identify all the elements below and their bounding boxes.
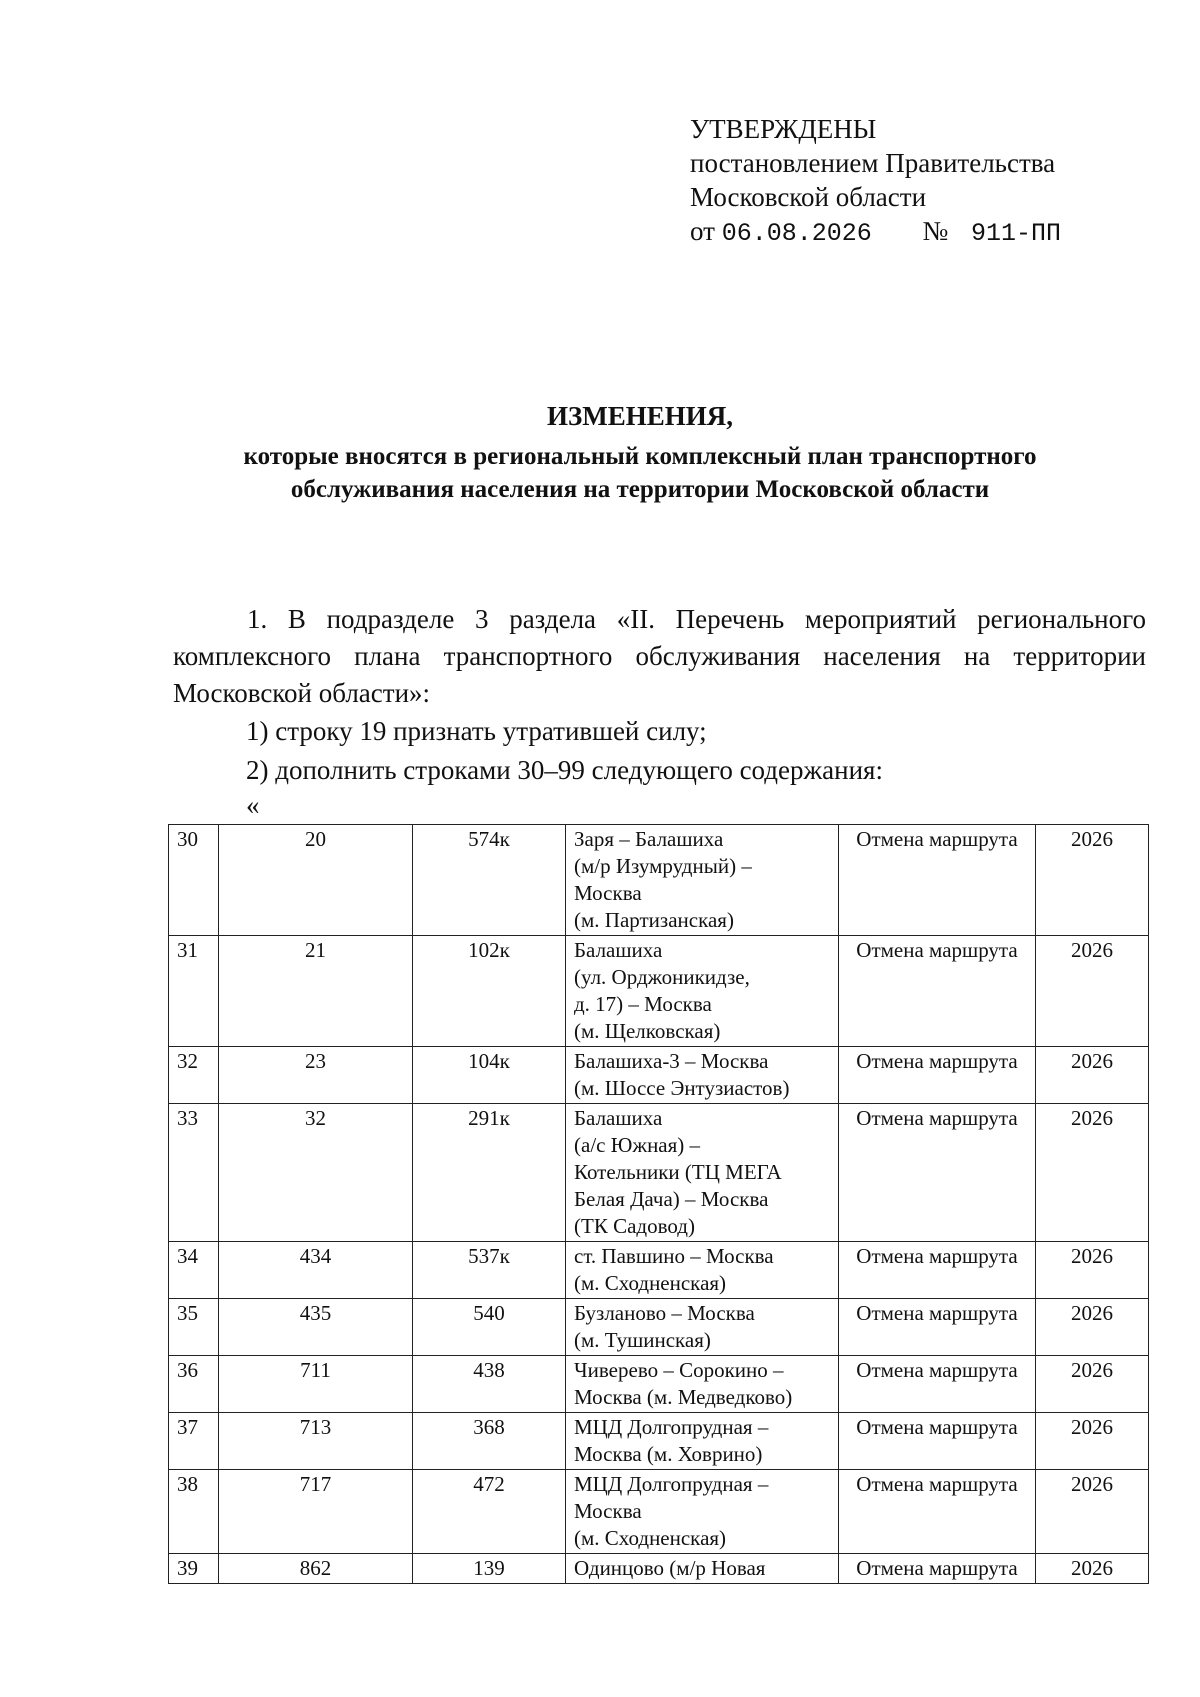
changes-table-body <box>169 825 1149 1584</box>
row-number: 38 <box>169 1470 219 1554</box>
action: Отмена маршрута <box>839 1104 1036 1242</box>
route-name-line: Балашиха <box>574 938 663 962</box>
route-name-line: Котельники (ТЦ МЕГА <box>574 1160 782 1184</box>
table-row <box>169 1356 1149 1413</box>
table-row <box>169 936 1149 1047</box>
year: 2026 <box>1036 1242 1149 1299</box>
route-number-new: 21 <box>219 936 413 1047</box>
changes-table <box>168 824 1149 1584</box>
year: 2026 <box>1036 825 1149 936</box>
subheading-line-1: которые вносятся в региональный комплексный план транспортного <box>243 443 1037 470</box>
route-name-line: Москва (м. Ховрино) <box>574 1442 763 1466</box>
route-name-line: Заря – Балашиха <box>574 827 724 851</box>
route-name <box>566 1104 839 1242</box>
route-number-new: 434 <box>219 1242 413 1299</box>
approval-date: 06.08.2026 <box>721 219 872 248</box>
table-row <box>169 1413 1149 1470</box>
route-name-line: Балашиха <box>574 1106 663 1130</box>
route-number-new: 23 <box>219 1047 413 1104</box>
document-subheading <box>170 440 1110 506</box>
route-number-new: 20 <box>219 825 413 936</box>
route-name-line: Москва <box>574 881 642 905</box>
route-number-old: 139 <box>413 1554 566 1584</box>
route-name-line: Белая Дача) – Москва <box>574 1187 769 1211</box>
row-number: 35 <box>169 1299 219 1356</box>
document-heading: ИЗМЕНЕНИЯ, <box>546 401 733 431</box>
route-name-line: ст. Павшино – Москва <box>574 1244 774 1268</box>
route-name <box>566 1299 839 1356</box>
action: Отмена маршрута <box>839 825 1036 936</box>
route-name-line: МЦД Долгопрудная – <box>574 1415 769 1439</box>
route-name-line: Чиверево – Сорокино – <box>574 1358 784 1382</box>
table-row <box>169 1299 1149 1356</box>
route-name <box>566 936 839 1047</box>
route-name-line: Бузланово – Москва <box>574 1301 755 1325</box>
action: Отмена маршрута <box>839 1554 1036 1584</box>
route-name-line: (ТК Садовод) <box>574 1214 695 1238</box>
table-row <box>169 1047 1149 1104</box>
route-number-old: 104к <box>413 1047 566 1104</box>
number-sign: № <box>922 216 949 246</box>
route-name-line: (м. Сходненская) <box>574 1271 727 1295</box>
table-row <box>169 1242 1149 1299</box>
table-row <box>169 825 1149 936</box>
year: 2026 <box>1036 1356 1149 1413</box>
route-name-line: (м. Сходненская) <box>574 1526 727 1550</box>
route-name-line: (м. Тушинская) <box>574 1328 711 1352</box>
row-number: 37 <box>169 1413 219 1470</box>
year: 2026 <box>1036 1104 1149 1242</box>
approval-line-3: Московской области <box>690 182 927 212</box>
row-number: 36 <box>169 1356 219 1413</box>
approval-line-2: постановлением Правительства <box>690 148 1056 178</box>
action: Отмена маршрута <box>839 936 1036 1047</box>
route-name-line: (м/р Изумрудный) – <box>574 854 752 878</box>
approval-block <box>690 112 1061 251</box>
year: 2026 <box>1036 1047 1149 1104</box>
action: Отмена маршрута <box>839 1242 1036 1299</box>
route-name-line: (м. Щелковская) <box>574 1019 721 1043</box>
route-number-new: 32 <box>219 1104 413 1242</box>
row-number: 30 <box>169 825 219 936</box>
route-name-line: МЦД Долгопрудная – <box>574 1472 769 1496</box>
year: 2026 <box>1036 1413 1149 1470</box>
route-name <box>566 1413 839 1470</box>
route-name-line: Одинцово (м/р Новая <box>574 1556 766 1580</box>
route-name <box>566 1470 839 1554</box>
paragraph-1: 1. В подразделе 3 раздела «II. Перечень мероприятий регионального комплексного плана транспортного обслуживания населения на территории Московской области»: <box>173 604 1146 708</box>
row-number: 33 <box>169 1104 219 1242</box>
route-name-line: (м. Партизанская) <box>574 908 734 932</box>
route-name <box>566 1242 839 1299</box>
action: Отмена маршрута <box>839 1356 1036 1413</box>
subheading-line-2: обслуживания населения на территории Московской области <box>290 476 990 503</box>
item-2: 2) дополнить строками 30–99 следующего содержания: <box>246 755 883 785</box>
action: Отмена маршрута <box>839 1413 1036 1470</box>
table-row <box>169 1554 1149 1584</box>
year: 2026 <box>1036 936 1149 1047</box>
route-name <box>566 825 839 936</box>
route-name <box>566 1356 839 1413</box>
row-number: 32 <box>169 1047 219 1104</box>
route-name <box>566 1554 839 1584</box>
route-number-old: 102к <box>413 936 566 1047</box>
year: 2026 <box>1036 1554 1149 1584</box>
route-number-new: 435 <box>219 1299 413 1356</box>
route-name-line: Балашиха-3 – Москва <box>574 1049 769 1073</box>
opening-quote: « <box>246 790 260 820</box>
route-name-line: (а/с Южная) – <box>574 1133 701 1157</box>
route-number-old: 540 <box>413 1299 566 1356</box>
table-row <box>169 1104 1149 1242</box>
route-number-new: 713 <box>219 1413 413 1470</box>
row-number: 39 <box>169 1554 219 1584</box>
year: 2026 <box>1036 1470 1149 1554</box>
route-number-old: 368 <box>413 1413 566 1470</box>
action: Отмена маршрута <box>839 1047 1036 1104</box>
route-name <box>566 1047 839 1104</box>
route-number-old: 291к <box>413 1104 566 1242</box>
route-name-line: (ул. Орджоникидзе, <box>574 965 750 989</box>
approval-number: 911-ПП <box>971 219 1062 248</box>
route-name-line: д. 17) – Москва <box>574 992 712 1016</box>
approval-title: УТВЕРЖДЕНЫ <box>690 114 877 144</box>
route-name-line: (м. Шоссе Энтузиастов) <box>574 1076 790 1100</box>
year: 2026 <box>1036 1299 1149 1356</box>
route-name-line: Москва <box>574 1499 642 1523</box>
row-number: 31 <box>169 936 219 1047</box>
route-number-old: 438 <box>413 1356 566 1413</box>
action: Отмена маршрута <box>839 1470 1036 1554</box>
route-number-new: 717 <box>219 1470 413 1554</box>
route-number-old: 472 <box>413 1470 566 1554</box>
date-prefix: от <box>690 216 715 246</box>
action: Отмена маршрута <box>839 1299 1036 1356</box>
row-number: 34 <box>169 1242 219 1299</box>
route-number-old: 574к <box>413 825 566 936</box>
route-name-line: Москва (м. Медведково) <box>574 1385 793 1409</box>
route-number-new: 862 <box>219 1554 413 1584</box>
route-number-old: 537к <box>413 1242 566 1299</box>
table-row <box>169 1470 1149 1554</box>
route-number-new: 711 <box>219 1356 413 1413</box>
item-1: 1) строку 19 признать утратившей силу; <box>246 716 707 746</box>
approval-date-line <box>690 214 1061 251</box>
